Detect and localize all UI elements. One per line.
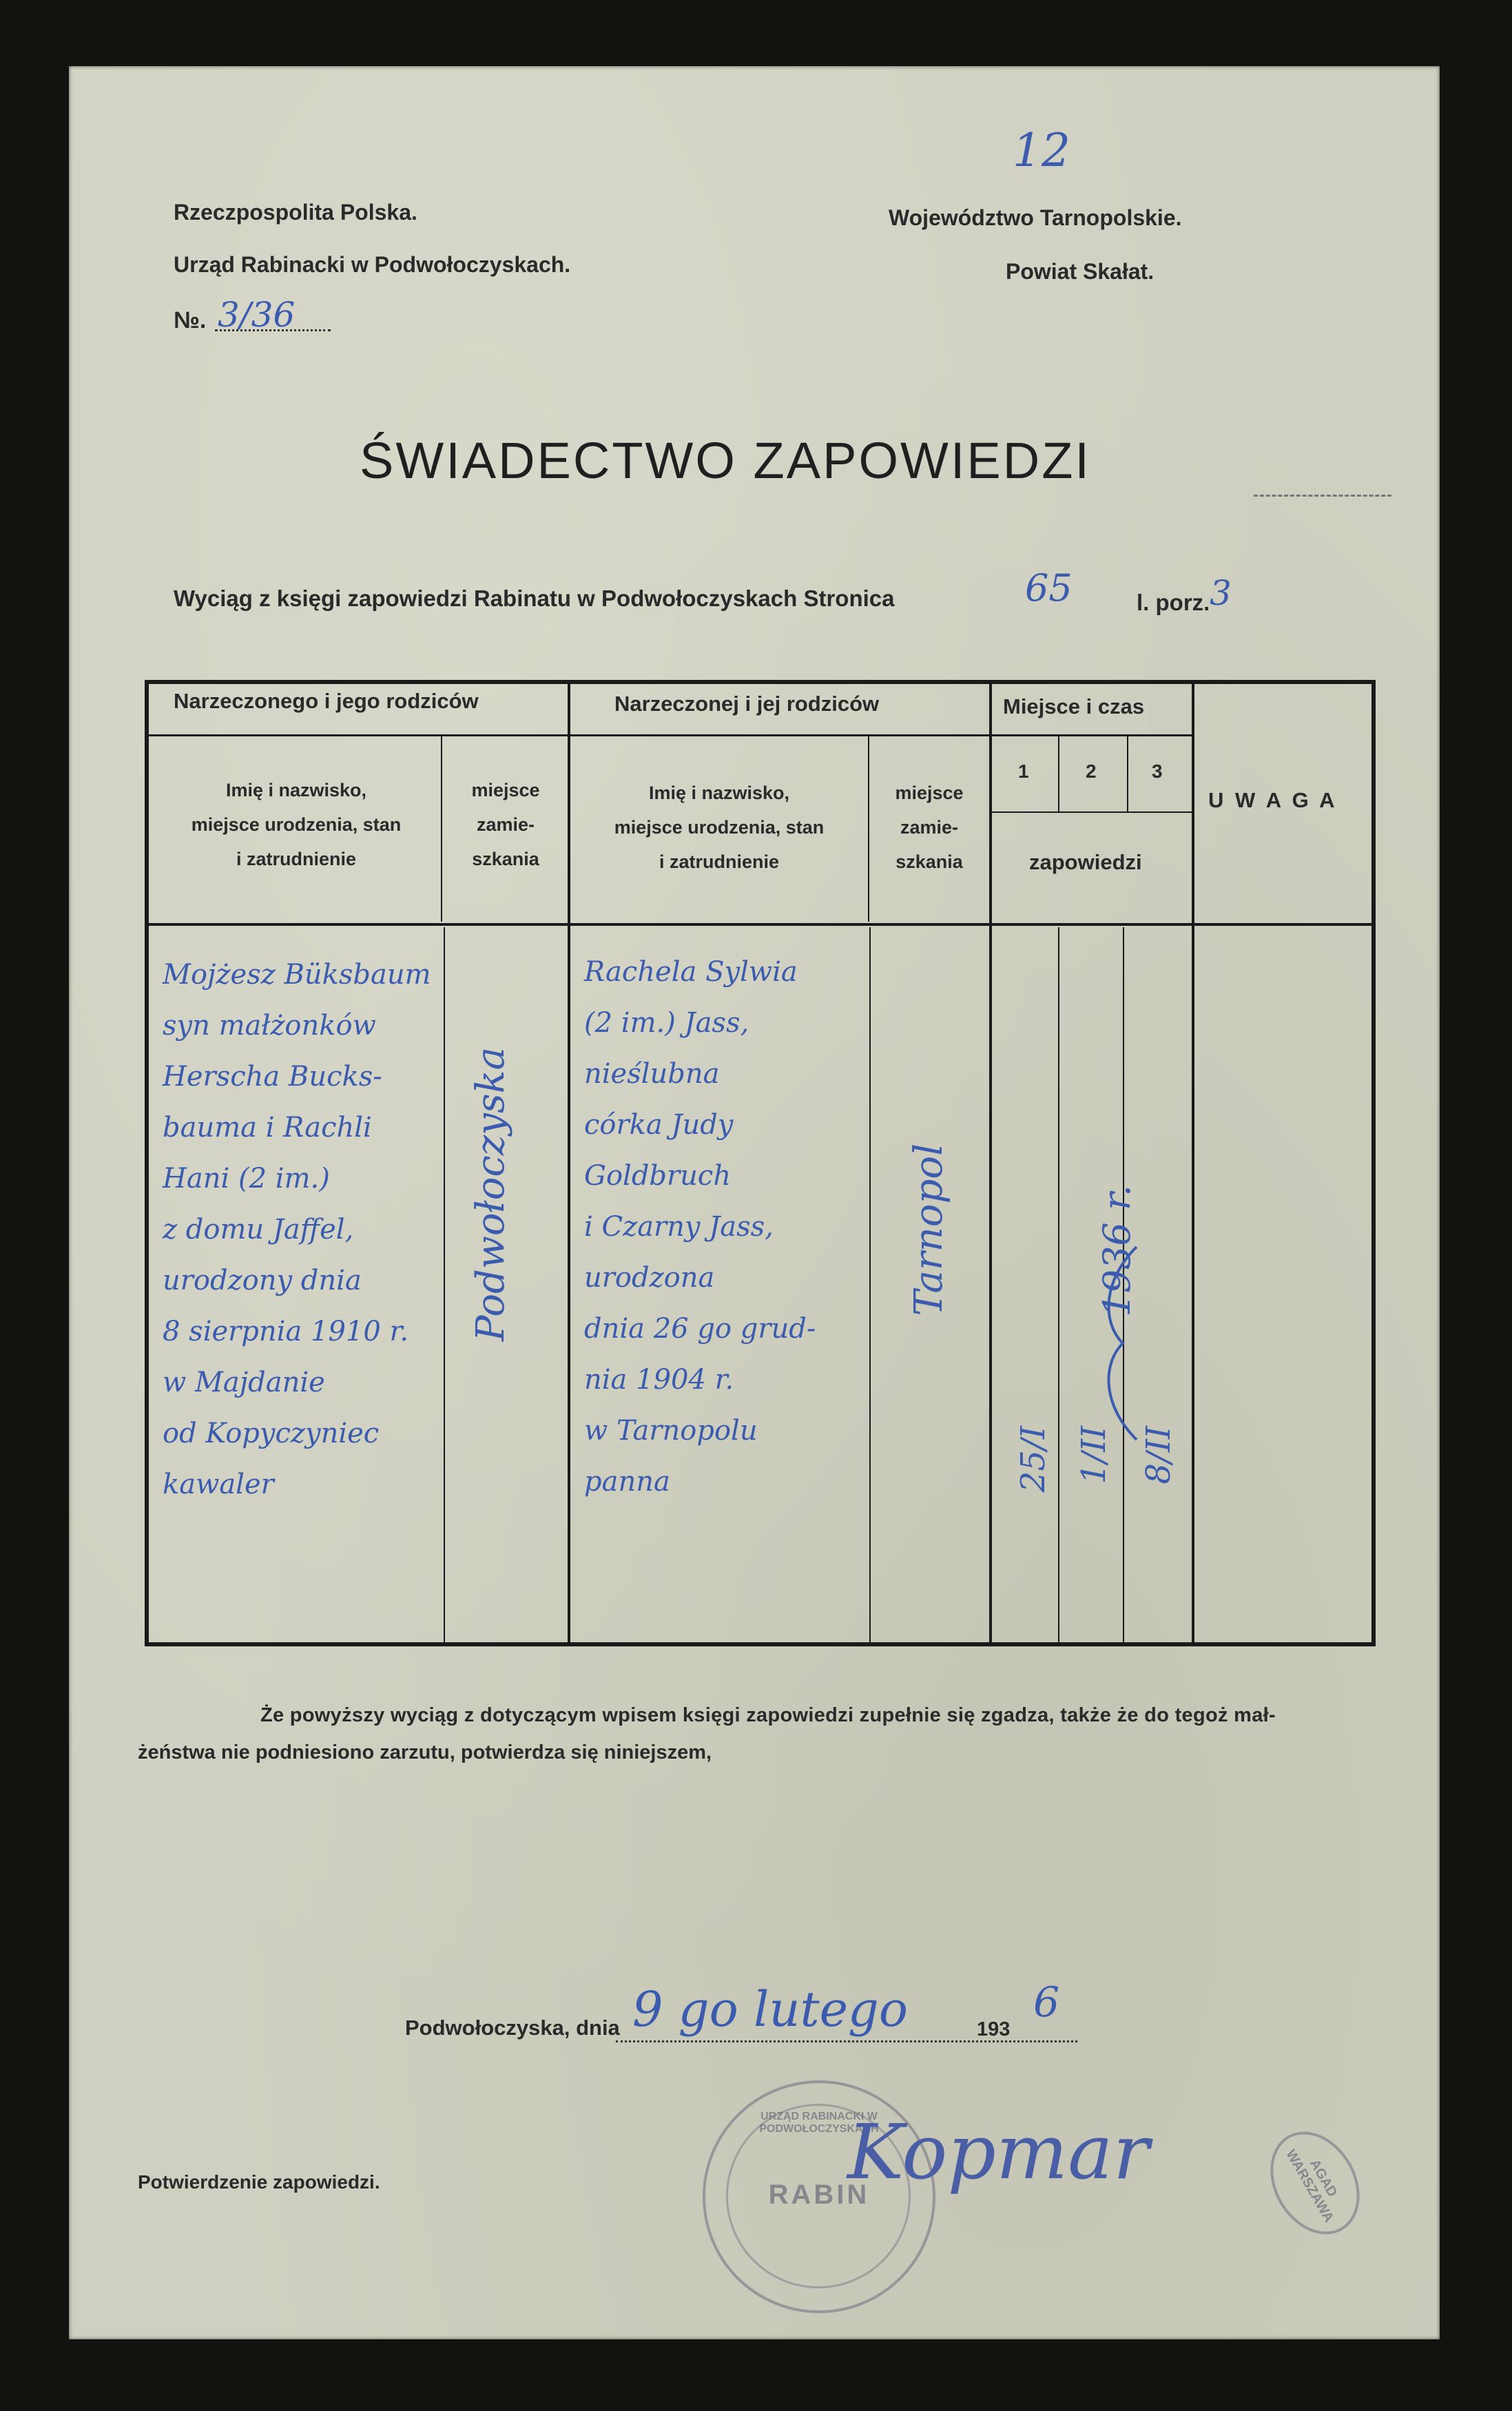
header-row-line	[149, 734, 1193, 736]
bride-line: panna	[584, 1466, 670, 1498]
remarks-header: U W A G A	[1208, 788, 1338, 812]
bride-line: córka Judy	[584, 1109, 734, 1141]
stamp-ring-text: URZĄD RABINACKI W PODWOŁOCZYSKACH	[759, 2111, 879, 2135]
bride-line: i Czarny Jass,	[584, 1211, 774, 1243]
bride-entry	[584, 946, 867, 1507]
header-bottom-line	[149, 923, 1371, 926]
bride-residence-column-header	[869, 776, 989, 879]
statement-line-1: Że powyższy wyciąg z dotyczącym wpisem księgi zapowiedzi zupełnie się zgadza, także że do tegoż mał-	[260, 1704, 1276, 1726]
document-title: ŚWIADECTWO ZAPOWIEDZI	[360, 432, 1091, 489]
extract-text: Wyciąg z księgi zapowiedzi Rabinatu w Podwołoczyskach Stronica	[174, 586, 895, 611]
groom-entry	[163, 949, 438, 1510]
groom-line: 8 sierpnia 1910 r.	[163, 1316, 408, 1347]
bride-line: dnia 26 go grud-	[584, 1313, 816, 1345]
announcements-label: zapowiedzi	[1029, 850, 1142, 874]
place-time-header: Miejsce i czas	[1003, 694, 1145, 718]
stamp-center-text: RABIN	[768, 2180, 870, 2210]
groom-line: Herscha Bucks-	[163, 1061, 382, 1093]
porz-label: l. porz.	[1137, 590, 1210, 615]
groom-name-col-line2: miejsce urodzenia, stan	[191, 814, 402, 835]
county-label: Powiat Skałat.	[1006, 259, 1154, 284]
porz-value: 3	[1210, 573, 1232, 613]
rabbi-signature: Kopmar	[847, 2108, 1150, 2196]
groom-line: od Kopyczyniec	[163, 1418, 380, 1449]
bride-res-col-line1: miejsce	[895, 783, 964, 803]
bride-line: Goldbruch	[584, 1160, 732, 1192]
divider-bride-place	[989, 680, 992, 1646]
republic-label: Rzeczpospolita Polska.	[174, 200, 417, 225]
number-label: №.	[174, 307, 207, 333]
divider-col2-col3	[1127, 736, 1128, 811]
data-divider-groom	[444, 927, 445, 1646]
bride-line: nia 1904 r.	[584, 1364, 734, 1396]
groom-res-col-line2: zamie-	[476, 814, 535, 835]
bride-name-col-line3: i zatrudnienie	[659, 851, 780, 872]
announcement-date-1: 25/I	[1014, 1426, 1053, 1493]
bride-res-col-line2: zamie-	[900, 817, 959, 838]
data-divider-bride	[869, 927, 871, 1646]
groom-name-col-line3: i zatrudnienie	[236, 849, 357, 869]
corner-dots	[1254, 495, 1391, 497]
bride-residence-value: Tarnopol	[907, 1144, 951, 1316]
voivodeship-label: Województwo Tarnopolskie.	[889, 205, 1182, 230]
col-3-label: 3	[1152, 760, 1163, 782]
groom-residence-column-header	[444, 773, 568, 876]
bride-line: urodzona	[584, 1262, 715, 1294]
bride-name-col-line2: miejsce urodzenia, stan	[614, 817, 825, 838]
groom-line: Hani (2 im.)	[163, 1163, 330, 1194]
bride-line: (2 im.) Jass,	[584, 1007, 749, 1039]
page-mark: 12	[1013, 124, 1070, 177]
col-2-label: 2	[1086, 760, 1097, 782]
groom-line: Mojżesz Büksbaum	[163, 959, 431, 991]
groom-residence-value: Podwołoczyska	[468, 1047, 513, 1342]
groom-line: urodzony dnia	[163, 1265, 362, 1296]
office-label: Urząd Rabinacki w Podwołoczyskach.	[174, 252, 571, 277]
bride-line: Rachela Sylwia	[584, 956, 798, 988]
groom-line: z domu Jaffel,	[163, 1214, 354, 1245]
bride-header: Narzeczonej i jej rodziców	[614, 692, 880, 716]
year-suffix: 6	[1033, 1978, 1060, 2027]
bride-line: w Tarnopolu	[584, 1415, 758, 1447]
divider-place-remarks	[1192, 680, 1194, 1646]
divider-groom-residence	[441, 736, 442, 922]
groom-header: Narzeczonego i jego rodziców	[174, 689, 479, 713]
confirmation-label: Potwierdzenie zapowiedzi.	[138, 2171, 380, 2193]
numbers-row-line	[992, 811, 1193, 813]
archive-stamp-text: AGAD WARSZAWA	[1283, 2146, 1340, 2226]
announcement-year: 1936 r.	[1095, 1185, 1139, 1317]
col-1-label: 1	[1018, 760, 1029, 782]
groom-res-col-line3: szkania	[472, 849, 539, 869]
groom-line: bauma i Rachli	[163, 1112, 372, 1144]
statement-line-2: żeństwa nie podniesiono zarzutu, potwierdza się niniejszem,	[138, 1741, 712, 1763]
announcement-date-2: 1/II	[1075, 1426, 1113, 1484]
groom-line: w Majdanie	[163, 1367, 325, 1398]
groom-line: kawaler	[163, 1469, 274, 1500]
bride-line: nieślubna	[584, 1058, 720, 1090]
announcement-date-3: 8/II	[1139, 1426, 1178, 1484]
place-date-label: Podwołoczyska, dnia	[405, 2016, 620, 2040]
bride-name-col-line1: Imię i nazwisko,	[648, 783, 790, 803]
data-divider-col1	[1058, 927, 1059, 1646]
groom-line: syn małżonków	[163, 1010, 376, 1042]
bride-res-col-line3: szkania	[895, 851, 963, 872]
groom-name-col-line1: Imię i nazwisko,	[225, 780, 367, 800]
groom-name-column-header	[152, 773, 441, 876]
groom-res-col-line1: miejsce	[471, 780, 540, 800]
year-prefix: 193	[977, 2018, 1011, 2040]
bracket-mark	[1075, 1240, 1157, 1447]
extract-page-value: 65	[1025, 566, 1073, 610]
number-value: 3/36	[218, 295, 296, 335]
divider-col1-col2	[1058, 736, 1059, 811]
date-value: 9 go lutego	[632, 1981, 908, 2038]
bride-name-column-header	[570, 776, 868, 879]
